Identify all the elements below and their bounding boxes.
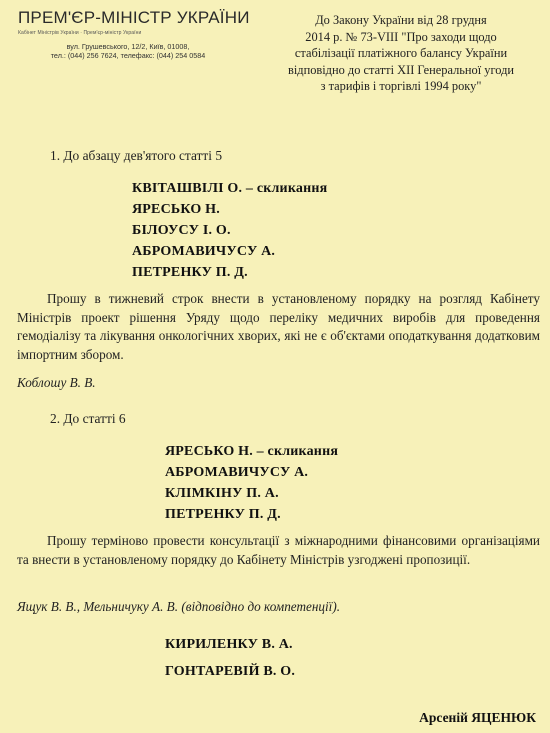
letterhead-title: ПРЕМ'ЄР-МІНІСТР УКРАЇНИ [18,8,250,27]
section2-responsible: Ящук В. В., Мельничуку А. В. (відповідно до компетенції). [17,599,341,614]
section1-addressees [132,178,327,283]
signature: Арсеній ЯЦЕНЮК [419,710,536,725]
section2-copy-addressees [165,631,295,685]
addressee-name: ПЕТРЕНКУ П. Д. [165,507,281,522]
instruction-text: Прошу терміново провести консультації з міжнародними фінансовими організаціями та внести в установленому порядку до Кабінету Міністрів узгоджені пропозиції. [17,533,540,567]
addressee-name: АБРОМАВИЧУСУ А. [132,244,276,259]
addressee-name: КВІТАШВІЛІ О. – скликання [132,181,328,196]
addressee-name: ЯРЕСЬКО Н. – скликання [165,444,339,459]
addressee-name: ГОНТАРЕВІЙ В. О. [165,664,296,679]
addressee-name: АБРОМАВИЧУСУ А. [165,465,309,480]
section2-heading: 2. До статті 6 [50,411,126,426]
reference-line: стабілізації платіжного балансу України [294,46,508,61]
reference-line: 2014 р. № 73-VIII "Про заходи щодо [305,29,497,44]
addressee-name: КЛІМКІНУ П. А. [165,486,279,501]
addressee-name: ЯРЕСЬКО Н. [132,202,220,217]
document-reference [262,12,540,95]
letterhead-subtitle: Кабінет Міністрів України · Прем'єр-міністр України [18,30,142,36]
addressee-name: КИРИЛЕНКУ В. А. [165,637,293,652]
reference-line: До Закону України від 28 грудня [315,13,487,27]
reference-line: відповідно до статті XII Генеральної угоди [287,62,515,77]
address-line-2: тел.: (044) 256 7624, телефакс: (044) 254 0584 [50,51,206,60]
section2-addressees [165,441,338,525]
letterhead-address [18,42,238,60]
address-line-1: вул. Грушевського, 12/2, Київ, 01008, [66,42,190,51]
section1-responsible: Коблошу В. В. [17,375,96,390]
section1-instruction [17,290,540,364]
section2-instruction [17,532,540,569]
section1-heading: 1. До абзацу дев'ятого статті 5 [50,148,223,163]
addressee-name: ПЕТРЕНКУ П. Д. [132,265,248,280]
addressee-name: БІЛОУСУ І. О. [132,223,231,238]
reference-line: з тарифів і торгівлі 1994 року" [320,79,482,94]
instruction-text: Прошу в тижневий строк внести в установленому порядку на розгляд Кабінету Міністрів проект рішення Уряду щодо переліку медичних виробів для проведення гемодіалізу та лікування онкологічних хворих, які не є об'єктами оподаткування додатковим імпортним збором. [17,291,540,362]
